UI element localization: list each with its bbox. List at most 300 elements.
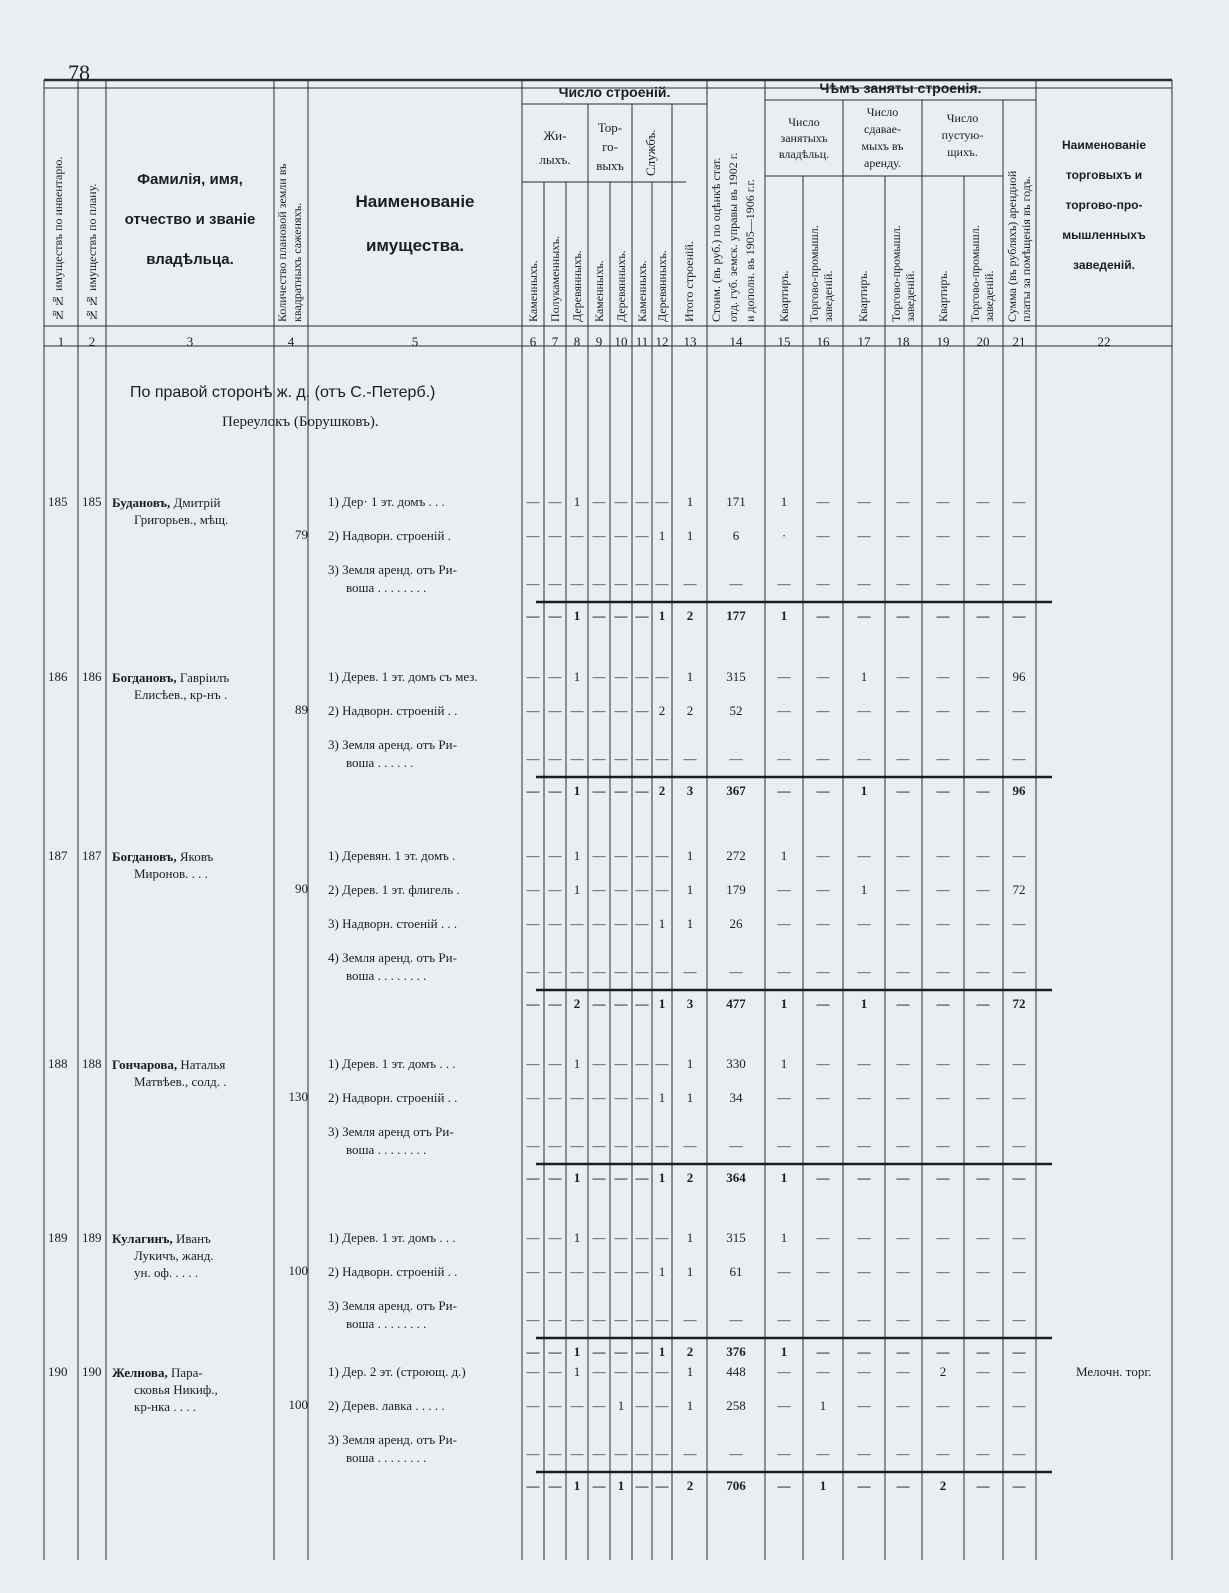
cell-c16: — (816, 916, 830, 931)
cell-c20: — (976, 1264, 990, 1279)
total-c16: — (816, 1170, 830, 1185)
owner-given-name: Яковъ (176, 849, 214, 864)
cell-c21: — (1012, 1056, 1026, 1071)
column-number-22: 22 (1097, 334, 1111, 349)
cell-c15: — (777, 669, 791, 684)
cell-c8: — (570, 703, 584, 718)
header-living (522, 124, 588, 172)
cell-c8: 1 (573, 1364, 581, 1379)
total-c10: — (614, 1344, 628, 1359)
cell-c18: — (896, 669, 910, 684)
total-c14: 367 (726, 783, 746, 798)
total-c7: — (548, 996, 562, 1011)
cell-c12: 2 (658, 703, 666, 718)
cell-c13: 1 (686, 916, 694, 931)
total-c9: — (592, 783, 606, 798)
plan-number: 189 (82, 1230, 102, 1245)
header-trade-est-line1: Наименованіе (1062, 138, 1146, 152)
plan-number: 190 (82, 1364, 102, 1379)
cell-c9: — (592, 1312, 606, 1327)
cell-c12: — (655, 669, 669, 684)
owner-name (112, 494, 272, 528)
cell-c11: — (635, 916, 649, 931)
cell-c9: — (592, 1446, 606, 1461)
cell-c17: — (857, 1056, 871, 1071)
cell-c21: — (1012, 576, 1026, 591)
cell-c21: — (1012, 916, 1026, 931)
cell-c8: 1 (573, 494, 581, 509)
cell-c14: 315 (726, 669, 746, 684)
total-c6: — (526, 1478, 540, 1493)
owner-surname: Богдановъ, (112, 670, 177, 685)
cell-c18: — (896, 1264, 910, 1279)
cell-c16: — (816, 964, 830, 979)
column-number-20: 20 (976, 334, 990, 349)
cell-c16: — (816, 1138, 830, 1153)
cell-c20: — (976, 882, 990, 897)
total-c9: — (592, 608, 606, 623)
cell-c16: — (816, 751, 830, 766)
cell-c9: — (592, 964, 606, 979)
cell-c15: — (777, 1446, 791, 1461)
column-number-3: 3 (186, 334, 194, 349)
cell-c19: — (936, 1090, 950, 1105)
cell-c6: — (526, 848, 540, 863)
total-c15: — (777, 783, 791, 798)
property-item: 3) Надворн. стоеній . . . (328, 916, 458, 931)
total-c18: — (896, 996, 910, 1011)
header-owner (106, 160, 274, 280)
cell-c8: — (570, 1398, 584, 1413)
total-c21: 96 (1012, 783, 1026, 798)
cell-c14: 171 (726, 494, 746, 509)
total-c7: — (548, 1170, 562, 1185)
cell-c19: — (936, 882, 950, 897)
cell-c11: — (635, 669, 649, 684)
cell-c20: — (976, 576, 990, 591)
header-c17: Квартиръ. (856, 270, 870, 322)
total-c21: — (1012, 1344, 1026, 1359)
total-c20: — (976, 1170, 990, 1185)
cell-c10: — (614, 1312, 628, 1327)
cell-c18: — (896, 528, 910, 543)
total-c13: 3 (686, 996, 694, 1011)
cell-c21: — (1012, 1138, 1026, 1153)
cell-c11: — (635, 1056, 649, 1071)
cell-c10: — (614, 1056, 628, 1071)
total-c15: — (777, 1478, 791, 1493)
page-number: 78 (68, 60, 90, 85)
cell-c14: 6 (732, 528, 740, 543)
cell-c13: 1 (686, 882, 694, 897)
header-c14-line1: Стоим. (въ руб.) по оцѣнкѣ стат. (709, 157, 723, 322)
cell-c15: 1 (780, 494, 788, 509)
cell-c7: — (548, 1312, 562, 1327)
cell-c17: — (857, 1398, 871, 1413)
cell-c8: 1 (573, 1056, 581, 1071)
total-c15: 1 (780, 996, 788, 1011)
cell-c7: — (548, 1230, 562, 1245)
cell-c7: — (548, 1364, 562, 1379)
cell-c12: — (655, 1312, 669, 1327)
cell-c12: — (655, 882, 669, 897)
total-c20: — (976, 996, 990, 1011)
cell-c21: — (1012, 848, 1026, 863)
property-item: 2) Надворн. строеній . . (328, 1090, 458, 1105)
cell-c13: 1 (686, 494, 694, 509)
cell-c10: — (614, 669, 628, 684)
column-number-10: 10 (614, 334, 628, 349)
cell-c12: — (655, 1138, 669, 1153)
header-c10: Деревянныхъ. (614, 250, 628, 322)
total-c16: — (816, 1344, 830, 1359)
property-item: 2) Дерев. 1 эт. флигель . (328, 882, 460, 897)
header-c14-line2: отд. губ. земск. управы въ 1902 г. (726, 152, 740, 322)
column-number-9: 9 (595, 334, 603, 349)
cell-c17: — (857, 528, 871, 543)
property-item-cont: воша . . . . . . . . (346, 1316, 427, 1331)
header-c12: Деревянныхъ. (655, 250, 669, 322)
cell-c6: — (526, 1138, 540, 1153)
cell-c11: — (635, 751, 649, 766)
property-item: 1) Деревян. 1 эт. домъ . (328, 848, 456, 863)
cell-c10: — (614, 494, 628, 509)
cell-c17: — (857, 848, 871, 863)
total-c14: 376 (726, 1344, 746, 1359)
cell-c8: 1 (573, 1230, 581, 1245)
total-c11: — (635, 1170, 649, 1185)
cell-c7: — (548, 882, 562, 897)
total-c19: — (936, 608, 950, 623)
cell-c6: — (526, 703, 540, 718)
owner-given-name: Наталья (177, 1057, 226, 1072)
cell-c12: 1 (658, 1264, 666, 1279)
cell-c9: — (592, 1230, 606, 1245)
total-c16: — (816, 996, 830, 1011)
cell-c6: — (526, 916, 540, 931)
header-by-owner-line3: владѣльц. (778, 147, 830, 161)
cell-c8: — (570, 1090, 584, 1105)
total-c15: 1 (780, 1344, 788, 1359)
total-c21: — (1012, 1170, 1026, 1185)
cell-c15: — (777, 1312, 791, 1327)
total-c12: — (655, 1478, 669, 1493)
total-c12: 1 (658, 608, 666, 623)
header-owner-line2: отчество и званіе (124, 211, 256, 228)
owner-name (112, 1056, 272, 1090)
property-item-cont: воша . . . . . . . . (346, 580, 427, 595)
header-land-area: Количество плановой земли въ (275, 163, 289, 322)
header-trade-est-line4: мышленныхъ (1062, 228, 1146, 242)
cell-c16: — (816, 494, 830, 509)
land-area: 100 (288, 1397, 308, 1413)
property-item-cont: воша . . . . . . . . (346, 1142, 427, 1157)
cell-c10: — (614, 1264, 628, 1279)
header-c18-line1: Торгово-промышл. (889, 225, 903, 322)
total-c13: 2 (686, 1478, 694, 1493)
cell-c12: — (655, 494, 669, 509)
cell-c9: — (592, 494, 606, 509)
cell-c15: 1 (780, 848, 788, 863)
cell-c8: 1 (573, 882, 581, 897)
column-number-21: 21 (1012, 334, 1026, 349)
cell-c21: — (1012, 1398, 1026, 1413)
cell-c16: — (816, 1312, 830, 1327)
cell-c21: 96 (1012, 669, 1026, 684)
inventory-number: 187 (48, 848, 68, 863)
cell-c9: — (592, 1264, 606, 1279)
cell-c7: — (548, 1398, 562, 1413)
cell-c8: — (570, 751, 584, 766)
total-c9: — (592, 996, 606, 1011)
header-rented-line1: Число (866, 105, 899, 119)
cell-c20: — (976, 669, 990, 684)
cell-c12: — (655, 848, 669, 863)
owner-surname: Желнова, (112, 1365, 168, 1380)
cell-c7: — (548, 751, 562, 766)
cell-c12: 1 (658, 528, 666, 543)
plan-number: 188 (82, 1056, 102, 1071)
cell-c6: — (526, 1312, 540, 1327)
cell-c8: — (570, 1138, 584, 1153)
cell-c18: — (896, 703, 910, 718)
street-title: Переулокъ (Борушковъ). (222, 414, 379, 430)
cell-c14: — (729, 1312, 743, 1327)
column-number-7: 7 (551, 334, 559, 349)
cell-c14: — (729, 1138, 743, 1153)
cell-c11: — (635, 1230, 649, 1245)
total-c15: 1 (780, 1170, 788, 1185)
cell-c19: — (936, 494, 950, 509)
land-area: 100 (288, 1263, 308, 1279)
cell-c15: — (777, 576, 791, 591)
cell-c15: — (777, 916, 791, 931)
total-c7: — (548, 608, 562, 623)
property-item: 4) Земля аренд. отъ Ри- (328, 950, 457, 965)
cell-c19: — (936, 1138, 950, 1153)
cell-c21: — (1012, 528, 1026, 543)
property-item: 2) Дерев. лавка . . . . . (328, 1398, 445, 1413)
cell-c13: 1 (686, 1264, 694, 1279)
land-area: 89 (295, 702, 308, 718)
header-c16-line1: Торгово-промышл. (807, 225, 821, 322)
cell-c14: 179 (726, 882, 746, 897)
cell-c6: — (526, 1230, 540, 1245)
total-c19: — (936, 1170, 950, 1185)
cell-c13: 1 (686, 528, 694, 543)
inventory-number: 186 (48, 669, 68, 684)
cell-c16: — (816, 1230, 830, 1245)
cell-c21: — (1012, 751, 1026, 766)
cell-c17: — (857, 1090, 871, 1105)
cell-c20: — (976, 964, 990, 979)
total-c13: 2 (686, 608, 694, 623)
land-area: 130 (288, 1089, 308, 1105)
header-c9: Каменныхъ. (592, 260, 606, 322)
cell-c9: — (592, 882, 606, 897)
cell-c18: — (896, 1230, 910, 1245)
cell-c20: — (976, 916, 990, 931)
cell-c12: 1 (658, 916, 666, 931)
cell-c21: — (1012, 1264, 1026, 1279)
trade-establishment: Мелочн. торг. (1076, 1364, 1152, 1379)
cell-c6: — (526, 1264, 540, 1279)
header-c20-line1: Торгово-промышл. (968, 225, 982, 322)
header-c21-line2: платы за помѣщенія въ годъ. (1019, 175, 1033, 322)
cell-c6: — (526, 669, 540, 684)
header-trade-establishments (1036, 130, 1172, 280)
cell-c6: — (526, 576, 540, 591)
cell-c18: — (896, 1056, 910, 1071)
total-c18: — (896, 1478, 910, 1493)
cell-c18: — (896, 494, 910, 509)
cell-c19: — (936, 1230, 950, 1245)
property-item: 1) Дерев. 1 эт. домъ съ мез. (328, 669, 478, 684)
header-owner-line1: Фамилія, имя, (137, 171, 243, 188)
cell-c18: — (896, 1398, 910, 1413)
column-number-15: 15 (777, 334, 791, 349)
total-c13: 3 (686, 783, 694, 798)
header-buildings-group: Число строеній. (558, 84, 671, 100)
cell-c11: — (635, 1364, 649, 1379)
cell-c18: — (896, 882, 910, 897)
header-empty-line3: щихъ. (947, 145, 978, 159)
header-property-line1: Наименованіе (355, 192, 475, 211)
cell-c14: — (729, 576, 743, 591)
header-c16-line2: заведеній. (821, 270, 835, 322)
owner-name (112, 669, 272, 703)
cell-c9: — (592, 703, 606, 718)
owner-line: Елисѣев., кр-нъ . (134, 687, 228, 702)
header-trade-est-line3: торгово-про- (1065, 198, 1143, 212)
cell-c9: — (592, 916, 606, 931)
total-c10: — (614, 1170, 628, 1185)
column-number-6: 6 (529, 334, 537, 349)
cell-c11: — (635, 1446, 649, 1461)
cell-c19: — (936, 1312, 950, 1327)
owner-line: ун. оф. . . . . (134, 1265, 199, 1280)
cell-c8: 1 (573, 848, 581, 863)
total-c16: 1 (819, 1478, 827, 1493)
cell-c13: 1 (686, 1398, 694, 1413)
cell-c20: — (976, 1056, 990, 1071)
cell-c8: — (570, 964, 584, 979)
header-c13: Итого строеній. (682, 241, 696, 322)
total-c21: — (1012, 608, 1026, 623)
cell-c21: — (1012, 1364, 1026, 1379)
header-by-owner-line1: Число (788, 115, 820, 129)
cell-c20: — (976, 848, 990, 863)
cell-c14: 330 (726, 1056, 746, 1071)
cell-c10: — (614, 1446, 628, 1461)
cell-c21: — (1012, 1312, 1026, 1327)
cell-c14: 258 (726, 1398, 746, 1413)
owner-line: Григорьев., мѣщ. (134, 512, 229, 527)
cell-c18: — (896, 576, 910, 591)
land-area: 90 (295, 881, 308, 897)
cell-c13: 1 (686, 669, 694, 684)
owner-line: Лукичъ, жанд. (134, 1248, 214, 1263)
owner-name (112, 1364, 272, 1415)
header-by-owner-line2: занятыхъ (780, 131, 828, 145)
cell-c7: — (548, 703, 562, 718)
header-occupied-group: Чѣмъ заняты строенія. (819, 80, 982, 96)
cell-c6: — (526, 1364, 540, 1379)
cell-c21: — (1012, 1090, 1026, 1105)
property-item-cont: воша . . . . . . . . (346, 1450, 427, 1465)
cell-c20: — (976, 1446, 990, 1461)
total-c6: — (526, 783, 540, 798)
total-c7: — (548, 1344, 562, 1359)
cell-c10: — (614, 528, 628, 543)
column-number-11: 11 (635, 334, 649, 349)
cell-c8: — (570, 916, 584, 931)
cell-c12: — (655, 1446, 669, 1461)
cell-c16: — (816, 1446, 830, 1461)
cell-c14: — (729, 964, 743, 979)
cell-c20: — (976, 1138, 990, 1153)
owner-name (112, 1230, 272, 1281)
owner-given-name: Гавріилъ (176, 670, 230, 685)
total-c12: 1 (658, 1344, 666, 1359)
header-rented-line3: мыхъ въ (861, 139, 904, 153)
total-c13: 2 (686, 1170, 694, 1185)
cell-c13: — (683, 1138, 697, 1153)
property-item: 1) Дерев. 1 эт. домъ . . . (328, 1056, 456, 1071)
header-trade-line2: го- (602, 139, 618, 154)
cell-c11: — (635, 1090, 649, 1105)
total-c11: — (635, 1344, 649, 1359)
cell-c21: — (1012, 964, 1026, 979)
owner-given-name: Дмитрій (170, 495, 221, 510)
inventory-number: 189 (48, 1230, 68, 1245)
plan-number: 187 (82, 848, 102, 863)
total-c11: — (635, 783, 649, 798)
header-trade-est-line5: заведеній. (1073, 258, 1135, 272)
header-empty-line2: пустую- (941, 128, 984, 142)
total-c8: 1 (573, 608, 581, 623)
column-number-16: 16 (816, 334, 830, 349)
cell-c17: — (857, 1312, 871, 1327)
property-item: 3) Земля аренд. отъ Ри- (328, 737, 457, 752)
cell-c17: 1 (860, 882, 868, 897)
total-c7: — (548, 783, 562, 798)
cell-c10: — (614, 751, 628, 766)
total-c17: — (857, 608, 871, 623)
cell-c7: — (548, 494, 562, 509)
cell-c20: — (976, 751, 990, 766)
cell-c17: — (857, 1230, 871, 1245)
total-c20: — (976, 608, 990, 623)
cell-c12: — (655, 751, 669, 766)
cell-c17: — (857, 916, 871, 931)
total-c20: — (976, 1478, 990, 1493)
header-living-line1: Жи- (543, 128, 567, 143)
column-number-5: 5 (411, 334, 419, 349)
cell-c7: — (548, 1090, 562, 1105)
cell-c15: — (777, 1364, 791, 1379)
inventory-number: 188 (48, 1056, 68, 1071)
cell-c10: — (614, 1138, 628, 1153)
owner-surname: Будановъ, (112, 495, 171, 510)
total-c12: 1 (658, 1170, 666, 1185)
cell-c20: — (976, 1364, 990, 1379)
cell-c14: 315 (726, 1230, 746, 1245)
header-rented (843, 104, 922, 172)
total-c10: — (614, 783, 628, 798)
cell-c13: 1 (686, 1056, 694, 1071)
cell-c10: — (614, 964, 628, 979)
